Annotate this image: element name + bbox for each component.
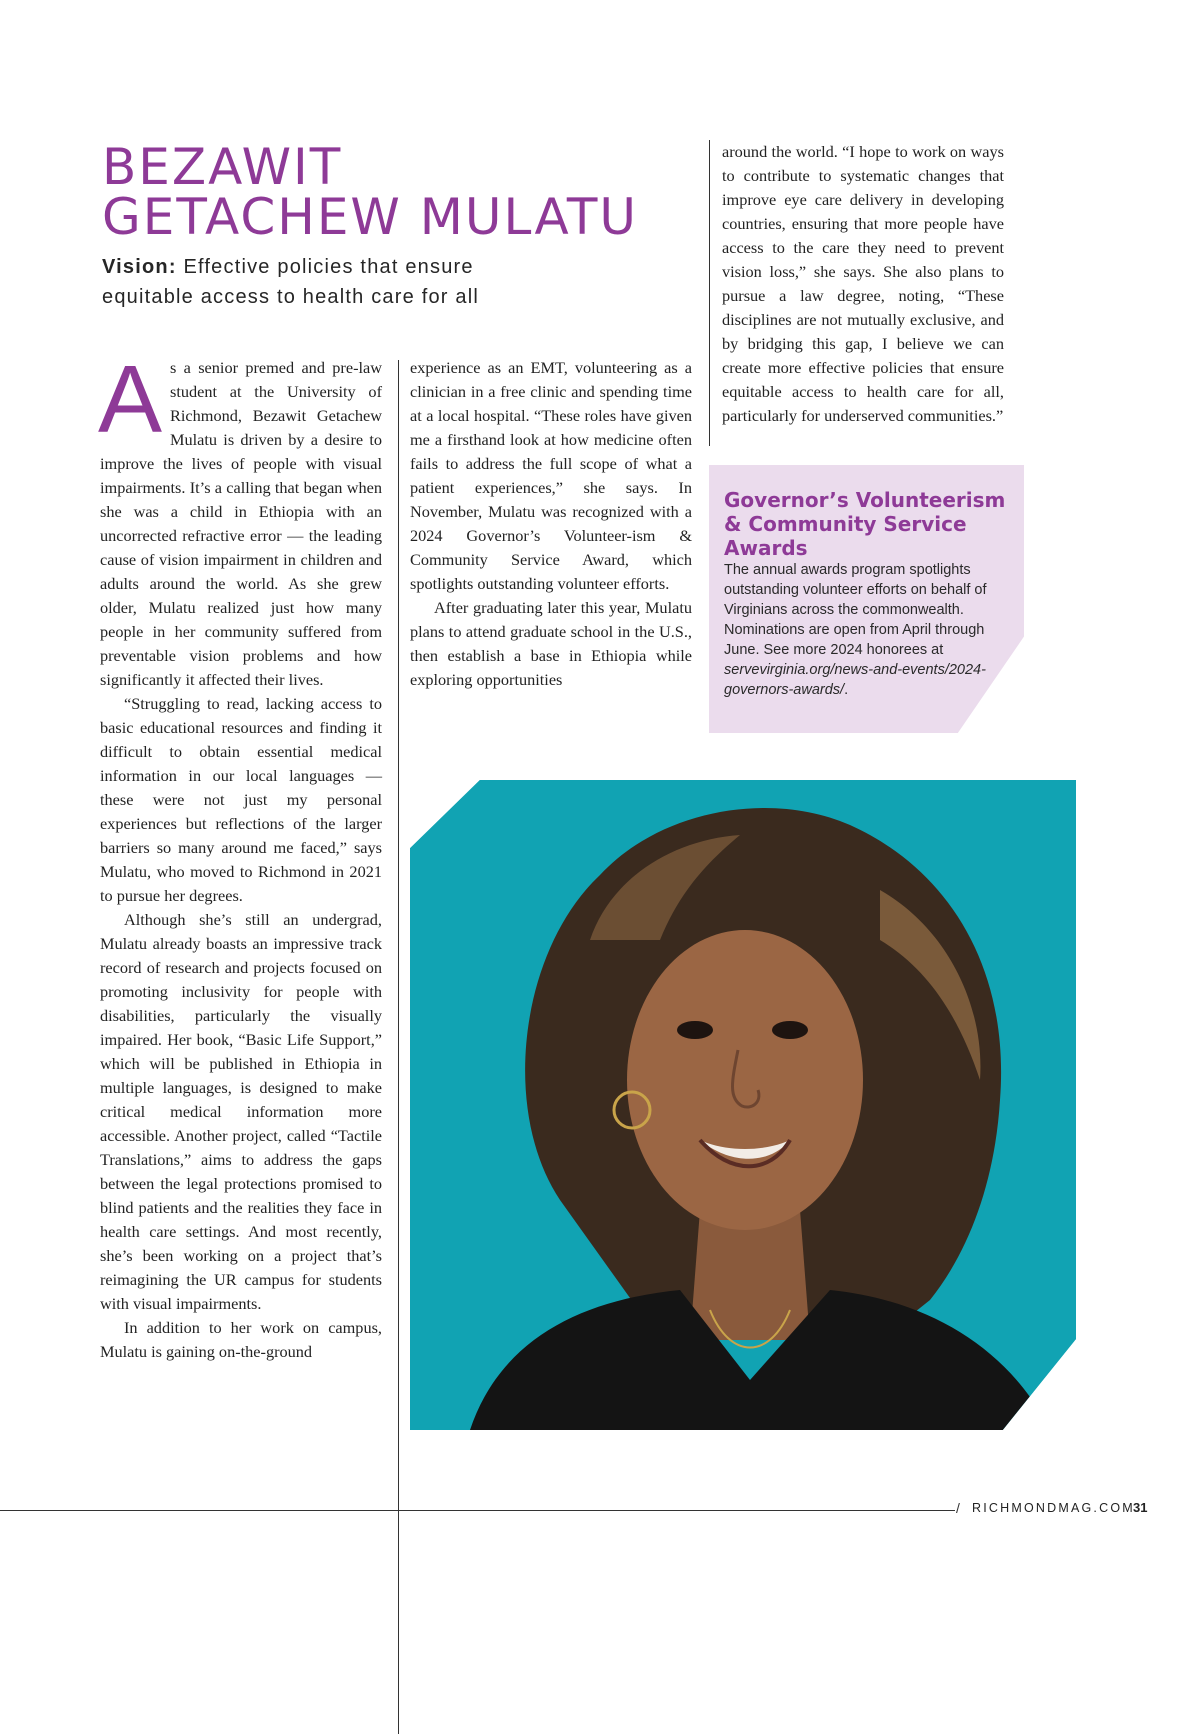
sidebar-body xyxy=(724,560,1009,700)
footer-slash: / xyxy=(956,1500,960,1516)
sidebar-text: The annual awards program spotlights outstanding volunteer efforts on behalf of Virginians across the commonwealth. Nominations are open from April through June. See more 2024 honorees at xyxy=(724,562,987,658)
vision-label: Vision: xyxy=(102,256,177,278)
body-column-1 xyxy=(98,346,382,1364)
portrait-photo xyxy=(410,780,1076,1430)
drop-cap: A xyxy=(98,346,163,453)
body-column-2 xyxy=(410,356,692,692)
paragraph: “Struggling to read, lacking access to basic educational resources and finding it difficult to obtain essential medical information in our local languages — these were not just my personal experiences but reflections of the larger barriers so many around me faced,” says Mulatu, who moved to Richmond in 2021 to pursue her degrees. xyxy=(100,694,382,905)
page-number: 31 xyxy=(1133,1500,1148,1515)
column-divider xyxy=(398,360,399,1734)
paragraph: In addition to her work on campus, Mulatu is gaining on-the-ground xyxy=(100,1318,382,1361)
paragraph xyxy=(98,346,382,692)
sidebar-end: . xyxy=(844,682,849,698)
column-divider xyxy=(709,140,710,446)
paragraph: Although she’s still an undergrad, Mulatu already boasts an impressive track record of research and projects focused on promoting inclusivity for people with disabilities, particularly the visually impaired. Her book, “Basic Life Support,” which will be published in Ethiopia in multiple languages, is designed to make critical medical information more accessible. Another project, called “Tactile Translations,” aims to address the gaps between the legal protections promised to blind patients and the realities they face in health care settings. And most recently, she’s been working on a project that’s reimagining the UR campus for students with visual impairments. xyxy=(100,910,382,1313)
footer-rule xyxy=(0,1510,955,1511)
portrait-illustration xyxy=(410,780,1076,1430)
sidebar-link[interactable]: servevirginia.org/news-and-events/2024-governors-awards/ xyxy=(724,662,986,698)
vision-text: Effective policies that ensure equitable access to health care for all xyxy=(102,256,479,308)
vision-statement xyxy=(102,252,542,312)
article-title xyxy=(102,138,638,246)
title-line-1: BEZAWIT xyxy=(102,138,343,196)
body-column-3 xyxy=(722,140,1004,428)
title-line-2: GETACHEW MULATU xyxy=(102,188,638,246)
paragraph: experience as an EMT, volunteering as a clinician in a free clinic and spending time at a local hospital. “These roles have given me a firsthand look at how medicine often fails to address the full scope of what a patient experiences,” she says. In November, Mulatu was recognized with a 2024 Governor’s Volunteer-ism & Community Service Award, which spotlights outstanding volunteer efforts. xyxy=(410,358,692,593)
sidebar-title: Governor’s Volunteerism & Community Service Awards xyxy=(724,488,1006,560)
paragraph: around the world. “I hope to work on ways to contribute to systematic changes that improve eye care delivery in developing countries, ensuring that more people have access to the care they need to prevent vision loss,” she says. She also plans to pursue a law degree, noting, “These disciplines are not mutually exclusive, and by bridging this gap, I believe we can create more effective policies that ensure equitable access to health care for all, particularly for underserved communities.” xyxy=(722,142,1004,425)
paragraph: After graduating later this year, Mulatu plans to attend graduate school in the U.S., then establish a base in Ethiopia while exploring opportunities xyxy=(410,598,692,689)
footer-site-link[interactable]: RICHMONDMAG.COM xyxy=(972,1501,1135,1515)
paragraph-text: s a senior premed and pre-law student at the University of Richmond, Bezawit Getachew Mulatu is driven by a desire to improve the lives of people with visual impairments. It’s a calling that began when she was a child in Ethiopia with an uncorrected refractive error — the leading cause of vision impairment in children and adults around the world. As she grew older, Mulatu realized just how many people in her community suffered from preventable vision problems and how significantly it affected their lives. xyxy=(100,358,382,689)
